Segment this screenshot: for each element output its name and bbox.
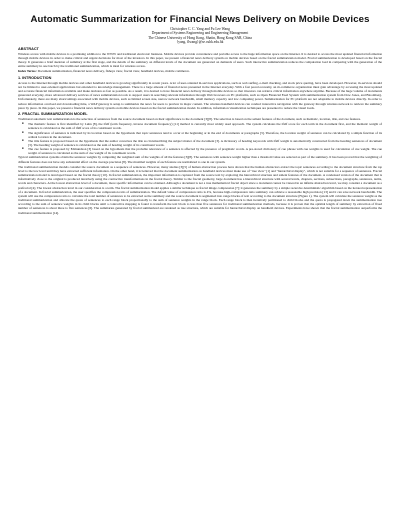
paper-page [18,14,382,216]
affiliation-line-1: Department of Systems Engineering and Engineering Management [151,31,249,36]
abstract-text: Wireless access with mobile devices is a promising addition to the WWW and traditional electronic business. Mobile devices provide convenience and portable access to the huge information space on the Internet. It is desired to access the most updated financial information through mobile devices in order to make critical and urgent decisions for most of the investors. In this paper, we present a financial news delivery system on mobile devices based on the fractal summarization model. Fractal summarization is developed based on the fractal theory. It generates a brief skeleton of summary at the first stage, and the details of the summary on different levels of the document are generated on demands of users. Such interactive summarization reduces the computation load in comparing with the generation of the entire summary in one batch by the traditional summarization, which is ideal for wireless access. [18,51,382,69]
section-1-text: Access to the Internet through mobile devices and other handheld devices is growing significantly in recent years. A lot of user-oriented m-services applications, such as web surfing, e-mail checking, and stock price quoting, have been developed. However, m-services should not be limited to user-oriented applications but extended to knowledge management. There is a large amount of financial news presented in the Internet everyday. With a fast paced economy, an m-commerce organization must gain advantage by accessing the most updated and accurate financial information available and make decision as fast as possible. As a result, it is desired to have financial news delivery through mobile devices so that investors can retrieve critical information anywhere anytime. Because of the huge volume of documents generated everyday, more advanced delivery services of news summarization tools to support users in searching relevant information through Web browsers on PC platforms, such as Open Financial Feed System with summarization system from Dow Jones, and Bloomberg. Unfortunately, there are many shortcomings associated with mobile devices, such as limited screen size, narrow network bandwidth, small memory capacity and low computing power. Summarization for PC platform are not adaptable to mobile devices directly. In order to reduce information overload and downloading time, a WAP gateway is setup to summarize the news for users to preview in major content. The wireless handheld devices can conduct interactive navigation with the gateway through wireless network to retrieve the summary piece by piece. In this paper, we present a financial news delivery system on mobile devices based on the fractal summarization model. In addition, information visualization techniques are presented to reduce the visual loads. [18,80,382,110]
section-2-intro: Traditional automatic text summarization is the selection of sentences from the source document based on their significance to the document [3][8]. The selection is based on the salient features of the document, such as thematic, location, title, and cue features. [18,117,361,122]
author-email: {yang, flwang}@se.cuhk.edu.hk [176,40,224,45]
paper-title: Automatic Summarization for Financial News Delivery on Mobile Devices [30,14,370,25]
feature-list [18,122,382,155]
feature-list-item: ■ The thematic feature is first identified by Luhn [8], the tfidf (term frequency, inverse document frequency) [11] method is currently most widely used approach. The system calculates the tfidf score for each term in the document first, and the thematic weight of sentence is calculated as the sum of tfidf score of its constituent words. [28,122,382,130]
section-2-paragraph-2: Typical summarization systems obtain the sentence weights by computing the weighted sum of the weights of all the features [3][8]. The sentences with sentence weight higher than a threshold value are selected as part of the summary. It has been proved that the weighting of different features does not have any substantial effect on the average precision [8]. The maximal weights of each feature are normalized to one in our system. [18,155,382,164]
feature-list-item: ■ The title feature is proposed based on the hypothesis that the author conceives the title as circumscribing the subject matter of the document [3]. A dictionary of heading keywords with tfidf weight is automatically constructed from the heading sentences of document [3]. The heading weight of sentence is calculated as the sum of heading weight of its constituent words. [28,139,382,147]
feature-list-item: ■ The significance of sentence is indicated by its location based on the hypothesis that topic sentences tend to occur at the beginning or in the end of documents or paragraphs [3]. Therefore, the location weight of sentence can be calculated by a simple function of its ordinal location in the document. [28,131,382,139]
section-2-paragraph-3: The traditional summarization models consider the source document as a sequence of sentences. However, many studies [3][5] of human abstraction process have shown that the human abstractors extract the topic sentences according to the document structure from the top level to the low level until they have extracted sufficient information. On the other hand, it is believed that the document summarization on handheld devices must make use of "tree view" [1] and "hierarchical display", which is not suitable for a sequence of sentences. Fractal summarization model is developed based on the fractal theory [10]. In fractal summarization, the important information is captured from the source text by exploring the hierarchical structure and salient features of the document. A condensed version of the document that is informatively close to the original is produced iteratively using the contractive transformations in the fractal theory. Similar to the fractal geometry, large document has a hierarchical structure with several levels, chapters, sections, subsections, paragraphs, sentences, terms, words and characters. At the lowest abstraction level of a document, more specific information can be obtained. Although a document is not a true mathematical fractal object since a document cannot be viewed in an infinite abstraction level, we may consider a document as a prefractal [4]. The lowest abstraction level in our consideration is a term. The fractal summarization model applies a similar technique as fractal image compression [7]; it generates the summary by a simple recursive deterministic algorithm based on the iterated representation of a document. In fractal summarization, the user specifies the compression ratio of summarization. The default value of compression ratio is 4%, because high-compression ratio summary can achieve a reasonable high precision [13] and it can save network bandwidth. The system will use the compression ratio to calculate the total number of sentences to be extracted as the summary and the source document is segmented into range blocks of text according to the document structure (Figure 1). The system will calculate the sentence weight as the traditional summarization and allocate the quota of sentences to each range block proportionally to the sum of sentence weights in the range block. Each range block is then iteratively partitioned to child blocks and the quota is propagated down the summarization tree according to the sum of sentence weights in its child blocks until a contractive mapping is found to transform the text block to less than five sentences for traditional summarization methods, because it is proven that the optimal length of summary by extraction of fixed number of sentences is about three to five sentences [6]. The summaries generated by fractal summarized are rendered as tree structure, which are suitable for hierarchical display on handheld devices. Experiments have shown that the fractal summarization outperforms the traditional summarization [14]. [18,164,382,215]
index-terms-label: Index Terms: [18,69,37,74]
affiliation-line-2: The Chinese University of Hong Kong, Shatin, Hong Kong SAR, China [148,35,252,40]
abstract-heading: ABSTRACT [18,47,39,52]
feature-list-item: ■ The cue feature is proposed by Edmundson [3] based on the hypothesis that the probable relevance of a sentence is affected by the presence of pragmatic words. A pre-stored dictionary of cue phrase with cue weights is used for calculation of cue weight. The cue weight of sentence is calculated as the sum of cue weight of its constituent words. [28,147,382,155]
paper-authors: Christopher C. C. Yang and Fu Lee Wang [170,27,230,31]
index-terms-text: Document summarization, financial news delivery, fisheye view, fractal view, handheld devices, mobile commerce. [37,69,190,74]
section-1-heading: 1. INTRODUCTION [18,75,52,80]
section-2-heading: 2. FRACTAL SUMMARIZATION MODEL [18,112,88,117]
index-terms [18,69,382,73]
